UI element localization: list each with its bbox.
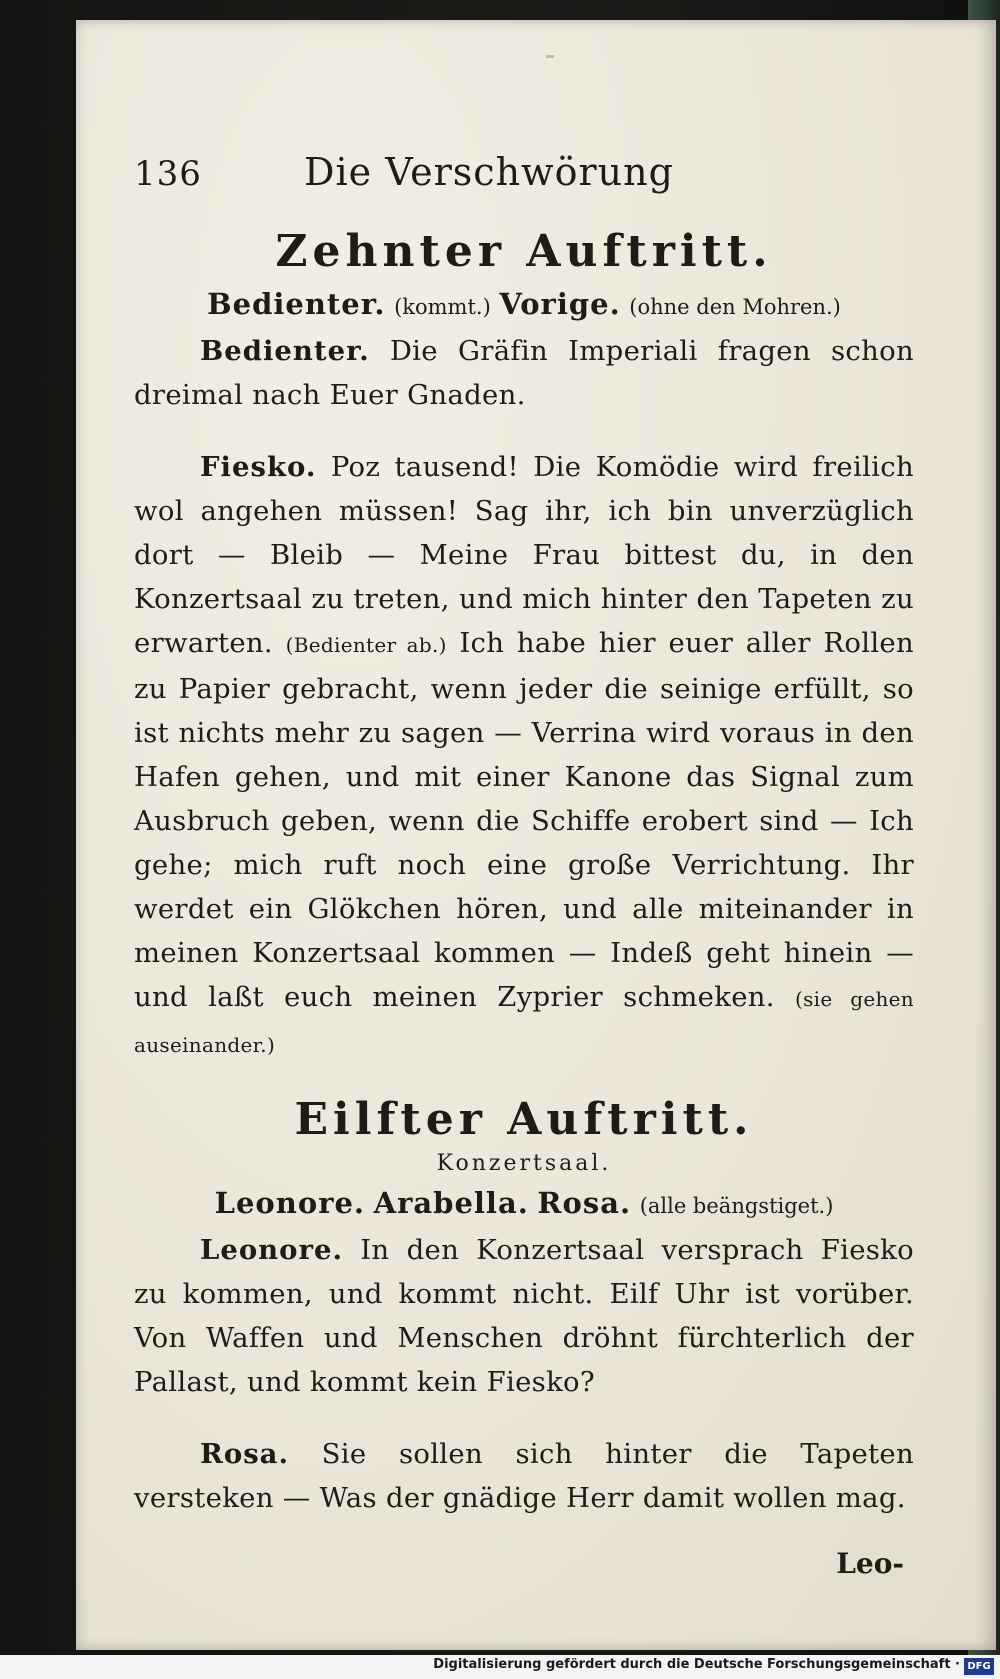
page-text [134, 150, 914, 1580]
stage-direction: (ohne den Mohren.) [629, 295, 841, 319]
scene-heading-11: Eilfter Auftritt. [294, 1094, 754, 1145]
page-number: 136 [134, 154, 202, 194]
dialogue-text: Poz tausend! Die Komödie wird freilich wol angehen müssen! Sag ihr, ich bin unverzüglich dort — Bleib — Meine Frau bittest du, in den Konzertsaal zu treten, und mich hinter den Tapeten zu erwarten. [134, 450, 914, 659]
stage-direction: (kommt.) [394, 295, 491, 319]
dialogue-paragraph [134, 1228, 914, 1404]
cast-name: Bedienter. [207, 287, 386, 321]
paper-speck [546, 55, 554, 58]
stage-direction: (alle beängstiget.) [639, 1194, 834, 1218]
dialogue-text: Sie sollen sich hinter die Tapeten versteken — Was der gnädige Herr damit wollen mag. [134, 1437, 914, 1514]
dialogue-paragraph [134, 329, 914, 417]
scene-setting: Konzertsaal. [436, 1151, 612, 1176]
speaker-name: Fiesko. [200, 450, 317, 483]
dialogue-text: In den Konzertsaal versprach Fiesko zu kommen, und kommt nicht. Eilf Uhr ist vorüber. Von Waffen und Menschen dröhnt fürchterlich der Pallast, und kommt kein Fiesko? [134, 1234, 914, 1398]
footer-credit: Digitalisierung gefördert durch die Deutsche Forschungsgemeinschaft · [433, 1657, 960, 1672]
stage-direction: (Bedienter ab.) [285, 632, 447, 657]
cast-name: Vorige. [499, 287, 621, 321]
running-head [134, 150, 914, 210]
dialogue-paragraph [134, 445, 914, 1067]
speaker-name: Bedienter. [200, 335, 370, 367]
cast-line-11 [134, 1186, 914, 1220]
cast-name: Rosa. [537, 1186, 632, 1220]
cast-line-10 [134, 287, 914, 321]
dialogue-paragraph [134, 1432, 914, 1520]
running-title: Die Verschwörung [304, 150, 674, 194]
stage-direction: (sie gehen auseinander.) [134, 986, 914, 1057]
speaker-name: Rosa. [200, 1437, 290, 1470]
dfg-logo-icon: DFG [964, 1658, 994, 1675]
footer-bar [0, 1655, 1000, 1679]
dialogue-text: Die Gräfin Imperiali fragen schon dreimal nach Euer Gnaden. [134, 335, 914, 411]
cast-name: Arabella. [373, 1186, 529, 1220]
speaker-name: Leonore. [200, 1234, 344, 1266]
catchword: Leo- [836, 1547, 904, 1580]
cast-name: Leonore. [214, 1186, 366, 1220]
dialogue-text: Ich habe hier euer aller Rollen zu Papier gebracht, wenn jeder die seinige erfüllt, so ist nichts mehr zu sagen — Verrina wird voraus in den Hafen gehen, und mit einer Kanone das Signal zum Ausbruch geben, wenn die Schiffe erobert sind — Ich gehe; mich ruft noch eine große Verrichtung. Ihr werdet ein Glökchen hören, und alle miteinander in meinen Konzertsaal kommen — Indeß geht hinein — und laßt euch meinen Zyprier schmeken. [134, 626, 915, 1013]
scene-heading-10: Zehnter Auftritt. [275, 226, 773, 277]
